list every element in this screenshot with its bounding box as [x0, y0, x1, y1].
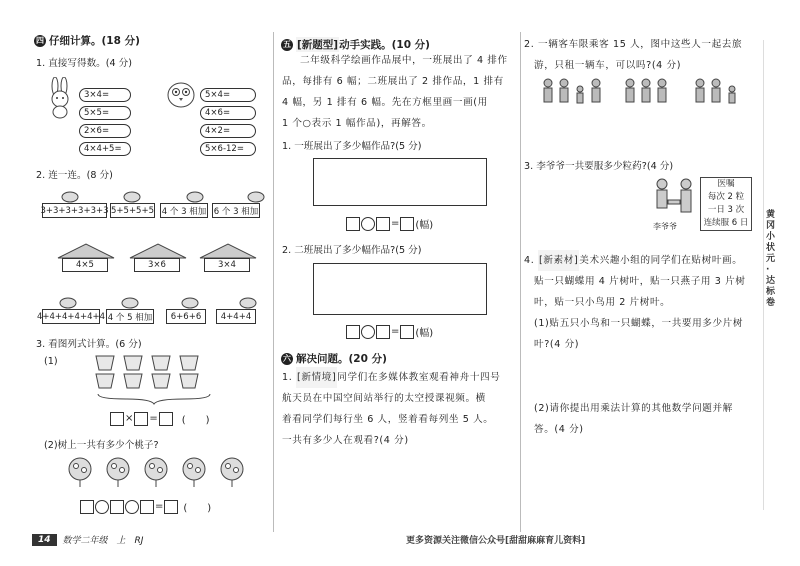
footer-promo: 更多资源关注微信公众号[甜甜麻麻育儿资料]: [406, 536, 586, 546]
operator-circle[interactable]: [95, 500, 109, 514]
calc-item: 4×2=: [200, 124, 256, 138]
calc-item: 2×6=: [79, 124, 131, 138]
calc-item: 4×4+5=: [79, 142, 131, 156]
answer-box[interactable]: [400, 217, 414, 231]
r-q4b-text: (2)请你提出用乘法计算的其他数学问题并解 答。(4 分): [534, 403, 733, 435]
match-bottom-item[interactable]: 4 个 5 相加: [106, 309, 154, 324]
match-middle-item[interactable]: 3×4: [204, 258, 250, 272]
section-number: 五: [283, 40, 291, 49]
s5-q2-equation: = (幅): [346, 324, 433, 339]
column-divider: [273, 32, 274, 532]
prescription-note: 医嘱 每次 2 粒 一日 3 次 连续服 6 日: [700, 177, 752, 231]
tag-label: [新题型]: [297, 39, 339, 51]
cup-icons: [92, 354, 217, 394]
r-q2-text: 2. 一辆客车限乘客 15 人，图中这些人一起去旅 游，只租一辆车，可以吗?(4 分): [524, 39, 743, 71]
column-divider: [520, 32, 521, 532]
calc-item: 5×5=: [79, 106, 131, 120]
match-top-item[interactable]: 6 个 3 相加: [212, 203, 260, 218]
answer-box[interactable]: [346, 217, 360, 231]
calc-item: 3×4=: [79, 88, 131, 102]
answer-box[interactable]: [110, 500, 124, 514]
answer-box[interactable]: [159, 412, 173, 426]
section-5-intro: 二年级科学绘画作品展中，一班展出了 4 排作 品，每排有 6 幅；二班展出了 2 排作品，1 排有 4 幅，另 1 排有 6 幅。先在方框里画一画(用 1 个○表示 1 幅作品)，再解答。: [282, 55, 508, 129]
section-5-heading: 五 [新题型]动手实践。(10 分): [283, 39, 430, 51]
match-middle-item[interactable]: 3×6: [134, 258, 180, 272]
answer-box[interactable]: [400, 325, 414, 339]
q2-label: 2. 连一连。(8 分): [36, 170, 113, 181]
s5-q2-label: 2. 二班展出了多少幅作品?(5 分): [282, 245, 422, 256]
calc-item: 5×4=: [200, 88, 256, 102]
page-number: 14: [32, 534, 57, 546]
q1-left-list: [79, 88, 131, 158]
grandpa-label: 李爷爷: [653, 222, 677, 231]
answer-box[interactable]: [140, 500, 154, 514]
rabbit-icon: [42, 77, 78, 119]
q3-part2-label: (2)树上一共有多少个桃子?: [44, 440, 159, 451]
tag-label: [新素材]: [538, 250, 579, 271]
section-4-heading: 四 仔细计算。(18 分): [36, 35, 140, 47]
answer-box[interactable]: [134, 412, 148, 426]
answer-box[interactable]: [376, 325, 390, 339]
answer-box[interactable]: [376, 217, 390, 231]
match-bottom-item[interactable]: 4+4+4+4+4+4: [42, 309, 100, 324]
peach-tree-icons: [66, 456, 246, 488]
tourists-icon: [540, 77, 745, 117]
book-label: 数学二年级 上 RJ: [62, 536, 144, 546]
answer-box[interactable]: [346, 325, 360, 339]
operator-circle[interactable]: [361, 325, 375, 339]
match-bottom-item[interactable]: 4+4+4: [216, 309, 256, 324]
q3-label: 3. 看图列式计算。(6 分): [36, 339, 142, 350]
match-bottom-item[interactable]: 6+6+6: [166, 309, 206, 324]
tag-label: [新情境]: [296, 367, 337, 388]
match-top-item[interactable]: 4 个 3 相加: [160, 203, 208, 218]
owl-icon: [163, 79, 199, 109]
bird-icons-bottom: [58, 294, 278, 310]
operator-circle[interactable]: [361, 217, 375, 231]
drawing-box-class2[interactable]: [313, 263, 487, 315]
bird-icons-top: [60, 188, 280, 204]
q3-part1-equation: × = ( ): [110, 411, 210, 426]
calc-item: 4×6=: [200, 106, 256, 120]
footer-left: [32, 533, 143, 546]
s5-q1-label: 1. 一班展出了多少幅作品?(5 分): [282, 141, 422, 152]
section-number: 六: [283, 354, 291, 363]
answer-box[interactable]: [80, 500, 94, 514]
q3-part1-label: (1): [44, 356, 58, 367]
match-top-item[interactable]: 3+3+3+3+3+3: [42, 203, 107, 218]
r-q3-label: 3. 李爷爷一共要服多少粒药?(4 分): [524, 161, 674, 172]
q3-part2-equation: = ( ): [80, 499, 211, 514]
drawing-box-class1[interactable]: [313, 158, 487, 206]
grandpa-doctor-icon: [652, 178, 700, 220]
brace-icon: [96, 392, 214, 406]
side-brand-text: 黄冈小状元·达标卷: [766, 210, 776, 308]
answer-box[interactable]: [164, 500, 178, 514]
section-6-heading: 六 解决问题。(20 分): [283, 353, 387, 365]
operator-circle[interactable]: [125, 500, 139, 514]
match-middle-item[interactable]: 4×5: [62, 258, 108, 272]
q1-label: 1. 直接写得数。(4 分): [36, 58, 132, 69]
answer-box[interactable]: [110, 412, 124, 426]
match-top-item[interactable]: 5+5+5+5: [110, 203, 155, 218]
section-number: 四: [36, 36, 44, 45]
s6-q1-text: 1. [新情境]同学们在多媒体教室观看神舟十四号 航天员在中国空间站举行的太空授课视频。横 着看同学们每行坐 6 人，竖着看每列坐 5 人。 一共有多少人在观看?(4 分): [282, 367, 518, 451]
s5-q1-equation: = (幅): [346, 216, 433, 231]
q1-right-list: [200, 88, 256, 158]
r-q4-text: 4. [新素材]美术兴趣小组的同学们在贴树叶画。 贴一只蝴蝶用 4 片树叶，贴一只燕子用 3 片树 叶，贴一只小鸟用 2 片树叶。 (1)贴五只小鸟和一只蝴蝶，一共要用多少片树 叶?(4 分): [524, 250, 760, 355]
calc-item: 5×6-12=: [200, 142, 256, 156]
